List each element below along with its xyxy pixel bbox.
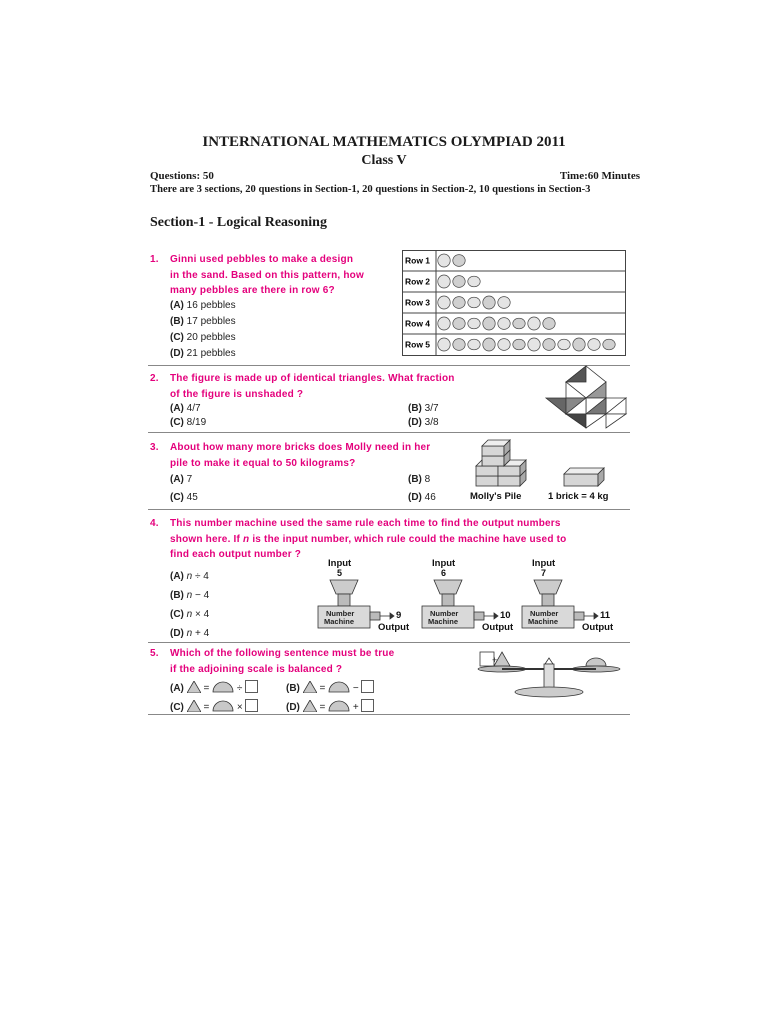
pebble-icon [603,339,615,350]
pebble-icon [498,318,510,330]
pebble-icon [528,338,540,351]
balance-scale-figure [472,646,632,706]
pebble-icon [558,339,570,350]
question-number: 1. [150,254,159,265]
triangle-icon [303,700,317,712]
pebble-icon [453,276,465,288]
option-d[interactable]: (D) n + 4 [170,628,210,639]
exam-title: INTERNATIONAL MATHEMATICS OLYMPIAD 2011 [202,134,566,150]
pebble-icon [468,339,480,350]
pebble-icon [543,339,555,351]
option-c[interactable]: (C) 8/19 [170,417,207,428]
pebble-icon [528,317,540,330]
question-4: 4. This number machine used the same rule each time to find the output numbers shown here. If n is the input number, which rule could the machine have used to find each output number ? [150,518,567,560]
sections-info: There are 3 sections, 20 questions in Section-1, 20 questions in Section-2, 10 questions in Section-3 [150,184,591,195]
row-label: Row 2 [405,276,431,287]
option-a[interactable]: (A) n ÷ 4 [170,571,209,582]
pebble-icon [453,297,465,309]
brick-pile-figure [472,432,532,490]
number-machine-icon [520,578,630,634]
dome-icon [328,700,350,712]
pebble-icon [438,296,450,309]
row-label: Row 5 [405,339,431,350]
input-label: Input [432,558,456,569]
dome-icon [586,658,606,666]
pile-label: Molly's Pile [470,491,522,502]
triangle-icon [187,700,201,712]
pebble-icon [438,275,450,288]
question-3: 3. About how many more bricks does Molly need in her pile to make it equal to 50 kilograms? [150,442,431,469]
pebble-icon [513,339,525,350]
pebble-icon [483,338,495,351]
pebble-icon [573,338,585,351]
section-title: Section-1 - Logical Reasoning [150,215,327,230]
divider [148,509,630,510]
divider [148,642,630,643]
pebble-icon [468,276,480,287]
pebble-icon [483,296,495,309]
input-value: 6 [441,568,447,578]
pebble-icon [468,318,480,329]
triangle-figure [544,364,628,430]
pebble-icon [588,339,600,351]
question-5: 5. Which of the following sentence must be true if the adjoining scale is balanced ? [150,648,395,675]
square-icon [245,680,258,693]
option-c[interactable]: (C) 45 [170,492,198,503]
divider [148,432,630,433]
input-value: 5 [337,568,343,578]
dome-icon [212,700,234,712]
pebble-icon [438,254,450,267]
svg-text:Machine: Machine [324,617,355,626]
input-label: Input [328,558,352,569]
option-b[interactable]: (B) 3/7 [408,403,439,414]
question-1 [150,252,364,299]
output-value: 10 [500,610,511,621]
svg-text:Machine: Machine [528,617,559,626]
class-label: Class V [361,153,407,168]
pebble-icon [468,297,480,308]
input-label: Input [532,558,556,569]
pebble-icon [453,318,465,330]
option-d[interactable]: (D) 46 [408,492,436,503]
output-label: Output [582,622,614,633]
row-label: Row 1 [405,255,431,266]
svg-text:Number: Number [326,609,355,618]
pebble-icon [498,297,510,309]
triangle-icon [187,681,201,693]
row-label: Row 4 [405,318,431,329]
input-value: 7 [541,568,547,578]
question-text: Ginni used pebbles to make a design [170,254,354,265]
option-b[interactable]: (B) 17 pebbles [170,316,236,327]
option-a[interactable]: (A) = ÷ [170,680,258,694]
square-icon [361,680,374,693]
pebble-icon [453,255,465,267]
svg-text:Number: Number [530,609,559,618]
option-d[interactable]: (D) 3/8 [408,417,439,428]
option-a[interactable]: (A) 4/7 [170,403,201,414]
pebble-pattern-table [402,250,626,356]
option-b[interactable]: (B) 8 [408,474,431,485]
output-value: 11 [600,610,611,621]
question-2: 2. The figure is made up of identical triangles. What fraction of the figure is unshaded ? [150,373,455,400]
option-a[interactable]: (A) 16 pebbles [170,300,236,311]
pebble-icon [498,339,510,351]
output-label: Output [482,622,514,633]
pebble-icon [543,318,555,330]
option-c[interactable]: (C) n × 4 [170,609,210,620]
square-icon [245,699,258,712]
number-machine-icon [420,578,530,634]
pebble-icon [453,339,465,351]
dome-icon [328,681,350,693]
option-b[interactable]: (B) n − 4 [170,590,210,601]
svg-text:Machine: Machine [428,617,459,626]
dome-icon [212,681,234,693]
brick-weight-label: 1 brick = 4 kg [548,491,609,502]
pebble-icon [483,317,495,330]
option-a[interactable]: (A) 7 [170,474,193,485]
pebble-icon [438,317,450,330]
row-label: Row 3 [405,297,431,308]
option-d[interactable]: (D) 21 pebbles [170,348,236,359]
questions-count: Questions: 50 [150,170,214,182]
time-limit: Time:60 Minutes [559,170,640,182]
number-machine-icon [316,578,426,634]
svg-text:+: + [492,655,498,665]
square-icon [361,699,374,712]
pebble-icon [438,338,450,351]
triangle-icon [303,681,317,693]
output-value: 9 [396,610,402,621]
pebble-icon [513,318,525,329]
question-text: many pebbles are there in row 6? [170,285,335,296]
option-c[interactable]: (C) = × [170,699,258,713]
divider [148,714,630,715]
output-label: Output [378,622,410,633]
option-c[interactable]: (C) 20 pebbles [170,332,236,343]
svg-text:Number: Number [430,609,459,618]
question-text: in the sand. Based on this pattern, how [170,269,364,281]
option-d[interactable]: (D) = + [286,699,374,713]
option-b[interactable]: (B) = − [286,680,374,694]
single-brick-figure [560,466,610,490]
